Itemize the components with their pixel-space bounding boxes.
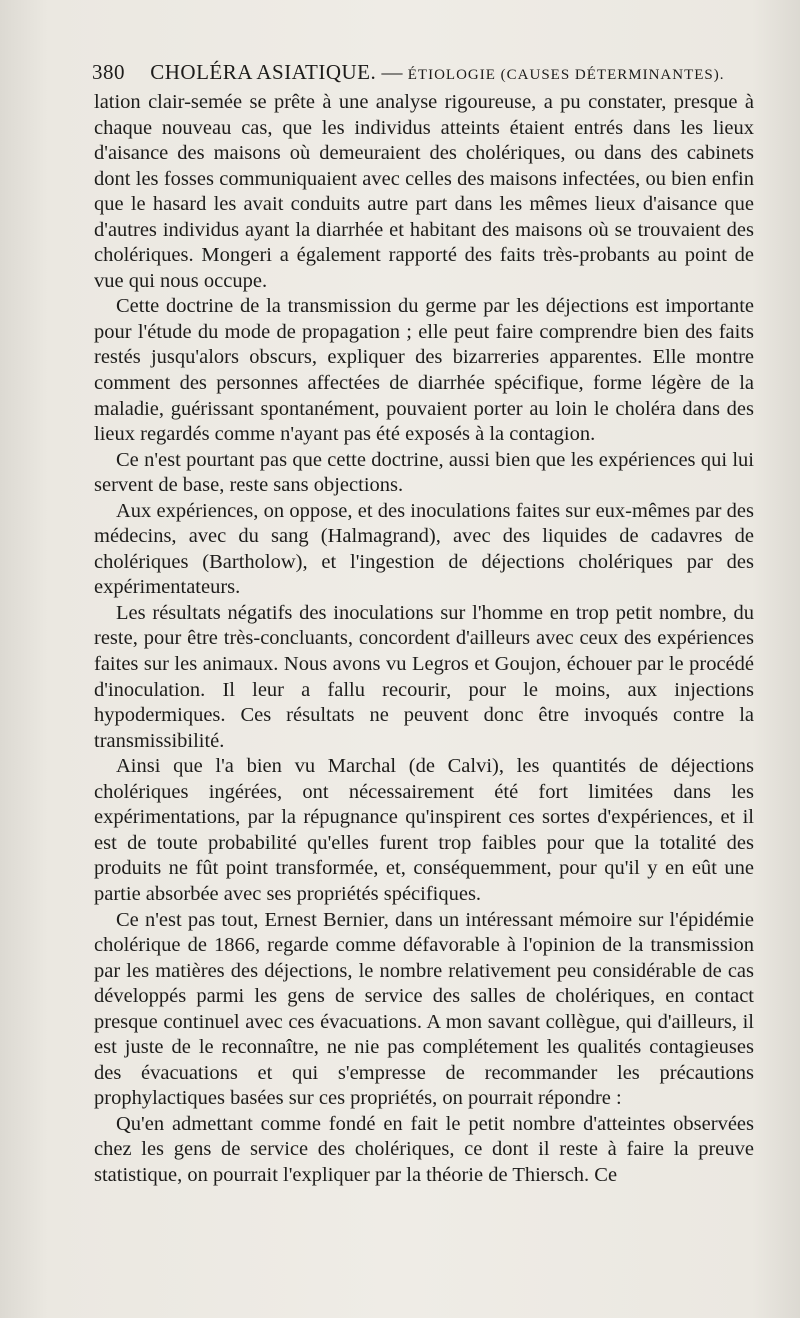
- running-header: [92, 54, 752, 90]
- paragraph-continued: lation clair-semée se prête à une analyse rigoureuse, a pu constater, presque à chaque nouveau cas, que les individus atteints étaient entrés dans les lieux d'aisance des maisons où demeuraient des cholériques, ou dans des cabinets dont les fosses communiquaient avec celles des maisons infectées, ou bien enfin que le hasard les avait conduits autre part dans les mêmes lieux d'aisance que d'autres individus ayant la diarrhée et habitant des maisons où se trouvaient des cholériques. Mongeri a également rapporté des faits très-probants au point de vue qui nous occupe.: [94, 91, 754, 292]
- paragraph: Aux expériences, on oppose, et des inoculations faites sur eux-mêmes par des médecins, avec du sang (Halmagrand), avec des liquides de cadavres de cholériques (Bartholow), et l'ingestion de déjections cholériques par des expérimentateurs.: [94, 499, 754, 599]
- paragraph: Cette doctrine de la transmission du germe par les déjections est importante pour l'étude du mode de propagation ; elle peut faire comprendre bien des faits restés jusqu'alors obscurs, expliquer des bizarreries apparentes. Elle montre comment des personnes affectées de diarrhée spécifique, forme légère de la maladie, guérissant spontanément, pouvaient porter au loin le choléra dans des lieux regardés comme n'ayant pas été exposés à la contagion.: [94, 295, 754, 446]
- paragraph: Ce n'est pas tout, Ernest Bernier, dans un intéressant mémoire sur l'épidémie cholérique de 1866, regarde comme défavorable à l'opinion de la transmission par les matières des déjections, le nombre relativement peu considérable de cas développés parmi les gens de service des salles de cholériques, en contact presque continuel avec ces évacuations. A mon savant collègue, qui d'ailleurs, il est juste de le reconnaître, ne nie pas complétement les qualités contagieuses des évacuations et qui s'empresse de recommander les précautions prophylactiques basées sur ces propriétés, on pourrait répondre :: [94, 908, 754, 1110]
- paragraph: Qu'en admettant comme fondé en fait le petit nombre d'atteintes observées chez les gens de service des cholériques, ce dont il reste à faire la preuve statistique, on pourrait l'expliquer par la théorie de Thiersch. Ce: [94, 1112, 754, 1186]
- section-subtitle: ÉTIOLOGIE (CAUSES DÉTERMINANTES).: [407, 67, 725, 83]
- header-separator: —: [381, 60, 403, 84]
- paragraph: Ainsi que l'a bien vu Marchal (de Calvi), les quantités de déjections cholériques ingérées, ont nécessairement été fort limitées dans les expérimentations, par la répugnance qu'inspirent ces sortes d'expériences, et il est de toute probabilité qu'elles furent trop faibles pour que la totalité des produits ne fût point transformée, et, conséquemment, pour qu'il y en eût une partie absorbée avec ses propriétés spécifiques.: [94, 755, 754, 905]
- paragraph: Ce n'est pourtant pas que cette doctrine, aussi bien que les expériences qui lui servent de base, reste sans objections.: [94, 448, 754, 497]
- body-text: [94, 90, 754, 1189]
- chapter-title: CHOLÉRA ASIATIQUE.: [150, 60, 377, 84]
- page-number: 380: [92, 60, 125, 84]
- paragraph: Les résultats négatifs des inoculations sur l'homme en trop petit nombre, du reste, pour être très-concluants, concordent d'ailleurs avec ceux des expériences faites sur les animaux. Nous avons vu Legros et Goujon, échouer par le procédé d'inoculation. Il leur a fallu recourir, pour le moins, aux injections hypodermiques. Ces résultats ne peuvent donc être invoqués contre la transmissibilité.: [94, 601, 754, 752]
